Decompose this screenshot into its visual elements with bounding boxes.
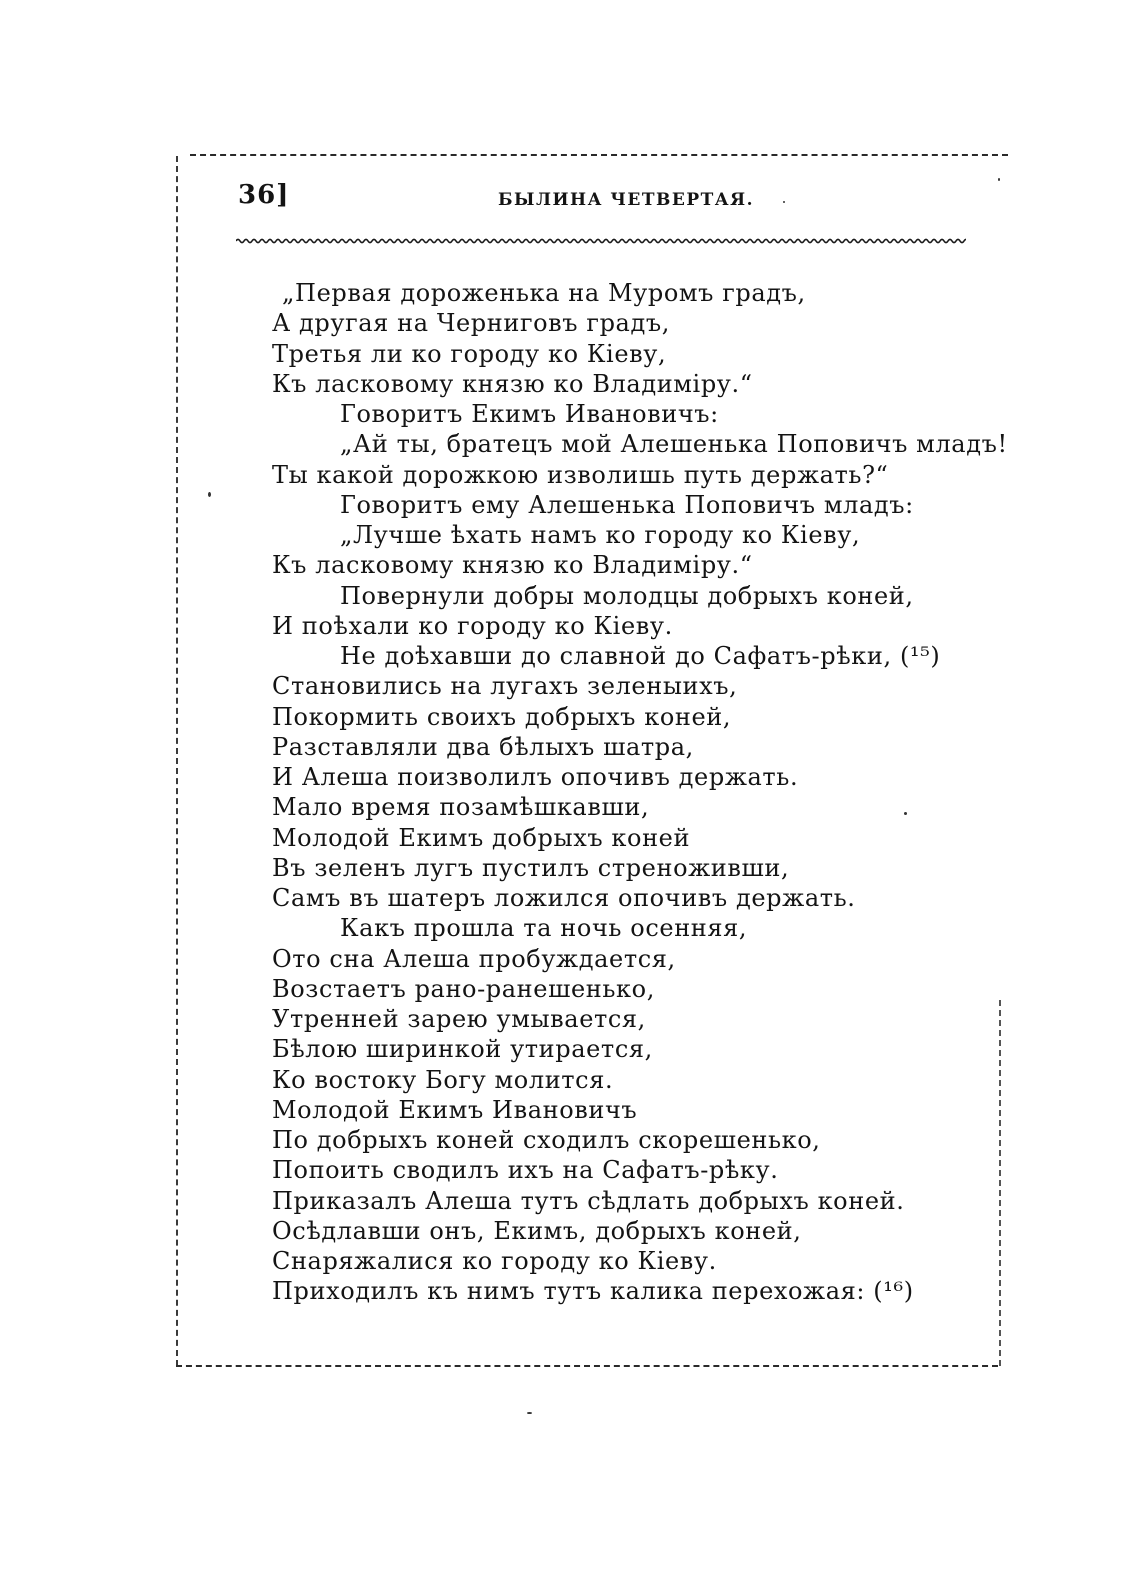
- verse-line: Покормить своихъ добрыхъ коней,: [272, 702, 732, 731]
- verse-line: „Первая дороженька на Муромъ градъ,: [282, 279, 806, 307]
- verse-line: И поѣхали ко городу ко Кіеву.: [272, 611, 673, 640]
- verse-line: Къ ласковому князю ко Владиміру.“: [272, 369, 753, 398]
- verse-line: Мало время позамѣшкавши,: [272, 793, 650, 822]
- verse-line: Возстаетъ рано-ранешенько,: [272, 974, 655, 1003]
- page-frame-right-rule: [999, 1000, 1001, 1366]
- verse-line: Разставляли два бѣлыхъ шатра,: [272, 732, 694, 761]
- verse-line: Самъ въ шатеръ ложился опочивъ держать.: [272, 884, 856, 912]
- paper-speck: [208, 492, 211, 497]
- verse-text: [272, 278, 1008, 1307]
- verse-line: „Лучше ѣхать намъ ко городу ко Кіеву,: [340, 521, 861, 549]
- page-frame-top-rule: [190, 154, 1008, 156]
- verse-line: Осѣдлавши онъ, Екимъ, добрыхъ коней,: [272, 1216, 802, 1245]
- verse-line: Говоритъ ему Алешенька Поповичъ младъ:: [340, 490, 914, 519]
- running-head: БЫЛИНА ЧЕТВЕРТАЯ.: [498, 190, 755, 210]
- verse-line: Ко востоку Богу молится.: [272, 1065, 614, 1094]
- page-frame-left-rule: [176, 156, 178, 1366]
- verse-line: Бѣлою ширинкой утирается,: [272, 1035, 653, 1064]
- verse-line: „Ай ты, братецъ мой Алешенька Поповичъ младъ!: [340, 430, 1008, 459]
- verse-line: И Алеша поизволилъ опочивъ держать.: [272, 763, 799, 791]
- verse-line: Молодой Екимъ Ивановичъ: [272, 1095, 638, 1124]
- page-number: 36]: [238, 180, 290, 210]
- verse-line: Какъ прошла та ночь осенняя,: [340, 914, 748, 943]
- verse-line: Утренней зарею умывается,: [272, 1005, 646, 1033]
- verse-line: Становились на лугахъ зеленыихъ,: [272, 672, 738, 701]
- verse-line: А другая на Черниговъ градъ,: [272, 309, 670, 338]
- verse-line: Повернули добры молодцы добрыхъ коней,: [340, 581, 914, 610]
- verse-line: Говоритъ Екимъ Ивановичъ:: [340, 400, 719, 428]
- paper-speck: [527, 1412, 532, 1414]
- page-frame-bottom-rule: [176, 1365, 998, 1367]
- verse-line: Приходилъ къ нимъ тутъ калика перехожая: (¹⁶): [272, 1277, 914, 1306]
- verse-line: Третья ли ко городу ко Кіеву,: [272, 339, 667, 368]
- paper-speck: [904, 812, 907, 815]
- paper-speck: [998, 178, 1000, 181]
- verse-line: Попоить сводилъ ихъ на Сафатъ-рѣку.: [272, 1156, 779, 1185]
- verse-line: Приказалъ Алеша тутъ сѣдлать добрыхъ коней.: [272, 1186, 905, 1215]
- verse-line: Снаряжалися ко городу ко Кіеву.: [272, 1247, 717, 1275]
- verse-line: Къ ласковому князю ко Владиміру.“: [272, 551, 753, 580]
- verse-line: Ото сна Алеша пробуждается,: [272, 944, 676, 973]
- verse-line: Не доѣхавши до славной до Сафатъ-рѣки, (¹⁵): [340, 642, 941, 670]
- paper-speck: [783, 201, 785, 203]
- verse-line: Ты какой дорожкою изволишь путь держать?“: [272, 460, 889, 489]
- wavy-header-rule: [236, 234, 966, 248]
- verse-line: По добрыхъ коней сходилъ скорешенько,: [272, 1126, 821, 1154]
- verse-line: Въ зеленъ лугъ пустилъ стреноживши,: [272, 853, 790, 882]
- verse-line: Молодой Екимъ добрыхъ коней: [272, 823, 691, 852]
